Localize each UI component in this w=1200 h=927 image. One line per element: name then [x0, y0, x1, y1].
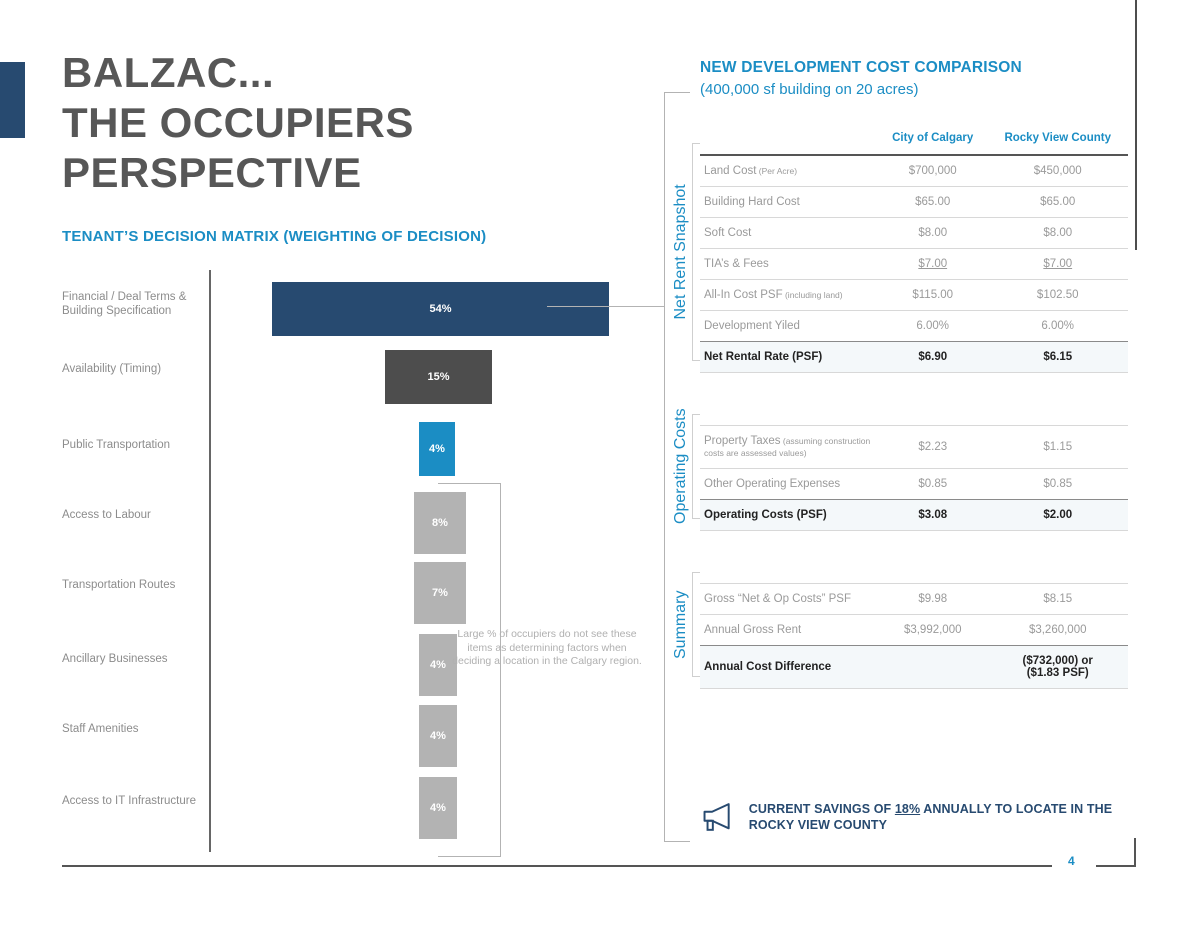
- chart-annotation: Large % of occupiers do not see these items as determining factors when deciding a location in the Calgary region.: [452, 628, 642, 667]
- table-cell-rocky: $65.00: [987, 187, 1128, 218]
- table-cell-calgary: $7.00: [878, 249, 987, 280]
- table-section-label: Summary: [672, 589, 689, 659]
- table-section-gap: [700, 531, 1128, 584]
- table-cell-calgary: $0.85: [878, 469, 987, 500]
- table-row-label: TIA’s & Fees: [700, 249, 878, 280]
- table-row-label: Annual Gross Rent: [700, 615, 878, 646]
- table-cell-rocky: $1.15: [987, 426, 1128, 469]
- table-row-label: Net Rental Rate (PSF): [700, 342, 878, 373]
- section-subtitle: TENANT’S DECISION MATRIX (WEIGHTING OF DECISION): [62, 228, 487, 245]
- table-row: [700, 155, 1128, 187]
- chart-bar: [419, 422, 455, 476]
- table-row-label: Soft Cost: [700, 218, 878, 249]
- chart-category-label: Access to IT Infrastructure: [62, 795, 197, 807]
- table-cell-calgary: $6.90: [878, 342, 987, 373]
- chart-bar-value: 4%: [429, 443, 445, 455]
- table-row: [700, 342, 1128, 373]
- frame-bottom-line: [62, 865, 1052, 867]
- chart-bar: [272, 282, 609, 336]
- table-section-label: Net Rent Snapshot: [672, 184, 689, 320]
- table-section-bracket: [692, 414, 700, 519]
- frame-bottom-right-line: [1096, 865, 1136, 867]
- table-head: [700, 126, 1128, 155]
- table-cell-rocky: $8.15: [987, 584, 1128, 615]
- chart-bar-value: 54%: [429, 303, 452, 315]
- table-row: [700, 584, 1128, 615]
- chart-category-label: Public Transportation: [62, 439, 171, 451]
- chart-category-label: Availability (Timing): [62, 363, 162, 375]
- table-row: [700, 187, 1128, 218]
- chart-category-label: Access to Labour: [62, 509, 151, 521]
- table-cell-calgary: $8.00: [878, 218, 987, 249]
- table-row-label: Land Cost (Per Acre): [700, 155, 878, 187]
- cost-comparison-table: [700, 126, 1128, 689]
- cost-comparison-title: NEW DEVELOPMENT COST COMPARISON: [700, 59, 1022, 76]
- panel-bracket-bottom: [664, 841, 690, 842]
- table-cell-calgary: $2.23: [878, 426, 987, 469]
- chart-category-label: Ancillary Businesses: [62, 653, 168, 665]
- megaphone-icon: [700, 798, 735, 836]
- col-header-calgary: City of Calgary: [892, 132, 974, 144]
- table-cell-rocky: ($732,000) or ($1.83 PSF): [987, 646, 1128, 689]
- table-cell-rocky: $6.15: [987, 342, 1128, 373]
- chart-bar-value: 4%: [430, 802, 446, 814]
- table-cell-calgary: $700,000: [878, 155, 987, 187]
- page-title: [62, 48, 662, 198]
- table-row-label: Annual Cost Difference: [700, 646, 878, 689]
- table-row-label: Other Operating Expenses: [700, 469, 878, 500]
- panel-bracket-vertical: [664, 92, 665, 842]
- table-cell-calgary: $115.00: [878, 280, 987, 311]
- panel-connector-line: [547, 306, 664, 307]
- table-body: [700, 155, 1128, 689]
- chart-category-label: Staff Amenities: [62, 723, 139, 735]
- cost-comparison-panel: [664, 50, 1136, 850]
- savings-callout-text: [749, 801, 1130, 833]
- table-row: [700, 311, 1128, 342]
- table-cell-rocky: $7.00: [987, 249, 1128, 280]
- table-cell-calgary: $3.08: [878, 500, 987, 531]
- page-number: 4: [1068, 854, 1075, 868]
- table-cell-rocky: $450,000: [987, 155, 1128, 187]
- chart-bar-value: 15%: [427, 371, 450, 383]
- table-row-label-note: (Per Acre): [756, 166, 798, 176]
- table-row-label-note: (including land): [782, 290, 843, 300]
- page-title-line-1: BALZAC...: [62, 49, 275, 96]
- table-cell-calgary: $9.98: [878, 584, 987, 615]
- table-row: [700, 615, 1128, 646]
- col-header-blank: [700, 126, 878, 155]
- chart-axis-line: [209, 270, 211, 852]
- cost-comparison-subtitle: (400,000 sf building on 20 acres): [700, 81, 919, 98]
- panel-bracket-top: [664, 92, 690, 93]
- table-cell-rocky: $0.85: [987, 469, 1128, 500]
- callout-text-after: ANNUALLY TO LOCATE IN THE ROCKY VIEW COUNTY: [748, 802, 1113, 832]
- table-row: [700, 280, 1128, 311]
- table-row-label-note: (assuming construction costs are assessed values): [704, 436, 871, 458]
- table-row-label: Development Yiled: [700, 311, 878, 342]
- table-row: [700, 426, 1128, 469]
- chart-bar-value: 8%: [432, 517, 448, 529]
- table-cell-calgary: [878, 646, 987, 689]
- page-title-line-2: THE OCCUPIERS: [62, 99, 414, 146]
- table-cell-calgary: 6.00%: [878, 311, 987, 342]
- table-row: [700, 469, 1128, 500]
- table-section-bracket: [692, 143, 700, 361]
- page-title-line-3: PERSPECTIVE: [62, 149, 362, 196]
- col-header-rocky: Rocky View County: [1004, 132, 1111, 144]
- table-row-label: Building Hard Cost: [700, 187, 878, 218]
- table-section-bracket: [692, 572, 700, 677]
- chart-bar-value: 4%: [430, 730, 446, 742]
- table-row: [700, 249, 1128, 280]
- chart-category-label: Transportation Routes: [62, 579, 176, 591]
- table-cell-rocky: $8.00: [987, 218, 1128, 249]
- table-cell-calgary: $65.00: [878, 187, 987, 218]
- callout-savings-percent: 18%: [894, 802, 921, 816]
- table-cell-rocky: $102.50: [987, 280, 1128, 311]
- table-cell-calgary: $3,992,000: [878, 615, 987, 646]
- table-row-label: Property Taxes (assuming construction costs are assessed values): [700, 426, 878, 469]
- table-row-label: Operating Costs (PSF): [700, 500, 878, 531]
- table-header-row: [700, 126, 1128, 155]
- chart-category-label: Financial / Deal Terms & Building Specification: [62, 291, 187, 317]
- table-cell-rocky: 6.00%: [987, 311, 1128, 342]
- table-section-gap: [700, 373, 1128, 426]
- table-row-label: Gross “Net & Op Costs” PSF: [700, 584, 878, 615]
- table-row: [700, 500, 1128, 531]
- chart-bar-value: 7%: [432, 587, 448, 599]
- table-section-label: Operating Costs: [672, 408, 689, 524]
- table-cell-rocky: $3,260,000: [987, 615, 1128, 646]
- savings-callout: [700, 798, 1130, 836]
- table-row: [700, 218, 1128, 249]
- callout-text-before: CURRENT SAVINGS OF: [748, 802, 895, 816]
- decision-matrix-chart: [62, 270, 662, 860]
- table-cell-rocky: $2.00: [987, 500, 1128, 531]
- table-row: [700, 646, 1128, 689]
- table-row-label: All-In Cost PSF (including land): [700, 280, 878, 311]
- chart-bar-value: 4%: [430, 659, 446, 671]
- low-weight-group-bracket: [438, 483, 501, 857]
- left-accent-block: [0, 62, 25, 138]
- chart-bar: [385, 350, 492, 404]
